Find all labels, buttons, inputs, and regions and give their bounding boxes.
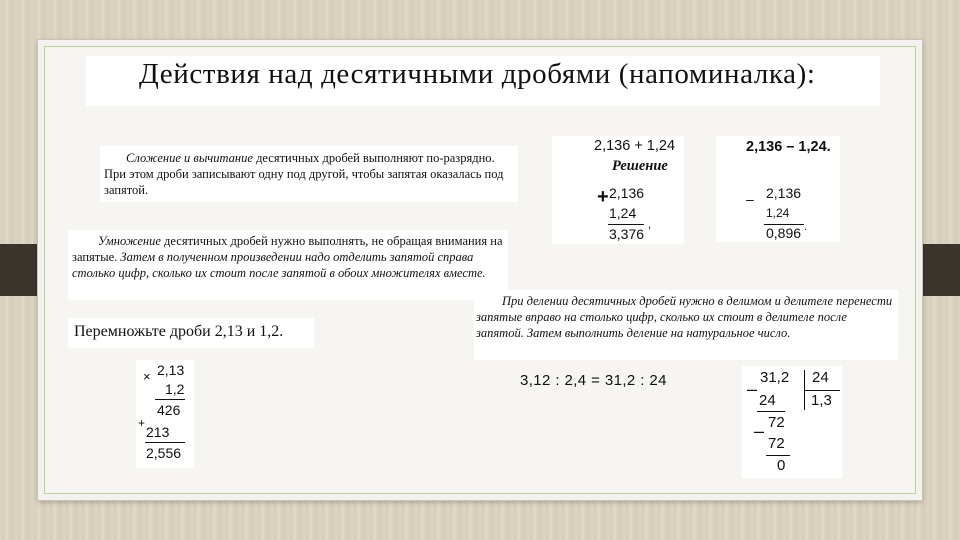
factor-b: 1,2: [165, 381, 185, 397]
subtract-step-2: 72: [768, 435, 785, 452]
partial-product-2: 213: [146, 424, 170, 440]
solution-label: Решение: [612, 158, 668, 174]
division-expression: 3,12 : 2,4 = 31,2 : 24: [520, 372, 667, 389]
division-rule-body: При делении десятичных дробей нужно в делимом и делителе перенести запятые вправо на столько цифр, сколько их стоит в делителе после запятой. Затем выполнить деление на натуральное число.: [476, 294, 893, 340]
remainder-1: 72: [768, 414, 785, 431]
divisor: 24: [812, 369, 829, 386]
remainder-final: 0: [777, 457, 786, 474]
division-minus-2: –: [754, 421, 765, 441]
factor-a: 2,13: [157, 362, 185, 378]
left-dark-band: [0, 244, 40, 296]
times-sign: ×: [143, 369, 151, 384]
multiplication-result: 2,556: [146, 445, 182, 461]
partial-product-1: 426: [157, 402, 181, 418]
slide-title: Действия над десятичными дробями (напоминалка):: [139, 58, 816, 90]
subtrahend: 1,24: [766, 206, 790, 220]
addition-rule-body: десятичных дробей выполняют по-разрядно. При этом дроби записывают одну под другой, чтобы запятая оказалась под запятой.: [104, 151, 504, 197]
quotient: 1,3: [811, 392, 832, 409]
addend-a: 2,136: [609, 185, 645, 201]
addition-result: 3,376: [609, 226, 645, 242]
multiplication-rule-text: [72, 233, 504, 281]
division-minus-1: –: [747, 379, 758, 399]
multiplication-rule-body: десятичных дробей нужно выполнять, не обращая внимания на запятые.: [72, 234, 503, 264]
subtraction-expression: 2,136 – 1,24.: [746, 139, 831, 155]
minus-sign: –: [746, 191, 754, 207]
addend-b: 1,24: [609, 205, 637, 221]
multiplication-task: Перемножьте дроби 2,13 и 1,2.: [74, 323, 284, 340]
plus-sign: +: [597, 186, 609, 208]
addition-rule-text: [104, 150, 514, 198]
addition-tick: ,: [648, 219, 652, 231]
dividend: 31,2: [760, 369, 790, 386]
right-dark-band: [920, 244, 960, 296]
subtraction-tick: .: [804, 221, 808, 233]
minuend: 2,136: [766, 185, 802, 201]
mult-plus-sign: +: [138, 416, 146, 430]
multiplication-rule-italic: Затем в полученном произведении надо отделить запятой справа столько цифр, сколько их стоит после запятой в обоих множителях вместе.: [72, 250, 486, 280]
multiplication-rule-lead: Умножение: [98, 234, 161, 248]
division-line-1: [757, 411, 785, 412]
subtraction-result: 0,896: [766, 225, 802, 241]
division-rule-text: [476, 293, 894, 341]
addition-rule-lead: Сложение и вычитание: [126, 151, 253, 165]
subtract-step-1: 24: [759, 392, 776, 409]
addition-expression: 2,136 + 1,24: [594, 138, 676, 154]
